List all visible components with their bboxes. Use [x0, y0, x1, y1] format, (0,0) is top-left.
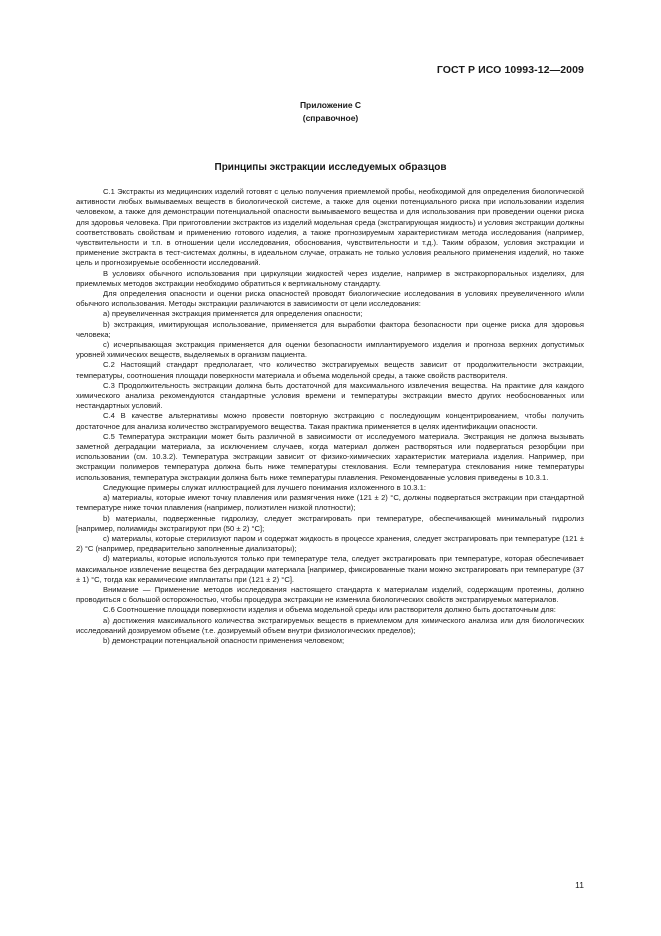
page-number: 11 [575, 880, 584, 890]
list-item: b) экстракция, имитирующая использование, применяется для выработки фактора безопасности при оценке риска для здоровья человека; [76, 319, 584, 339]
list-item: a) материалы, которые имеют точку плавления или размягчения ниже (121 ± 2) °С, должны подвергаться экстракции при стандартной температуре ниже точки плавления (например, полиэтилен низкой плотности); [76, 493, 584, 513]
paragraph: Следующие примеры служат иллюстрацией для лучшего понимания изложенного в 10.3.1: [103, 482, 426, 492]
paragraph-c4: С.4 В качестве альтернативы можно провести повторную экстракцию с последующим концентрированием, чтобы получить достаточное для анализа количество экстрагируемого вещества. Такая практика применяется в целях идентификации опасности. [76, 411, 584, 431]
list-item: c) материалы, которые стерилизуют паром и содержат жидкость в процессе хранения, следует экстрагировать при температуре (121 ± 2) °С (например, предварительно заполненные диализаторы); [76, 533, 584, 554]
paragraph-c5: С.5 Температура экстракции может быть различной в зависимости от исследуемого материала. Экстракция не должна вызывать заметной деградации материала, за исключением случаев, когда материал должен растворяться или подвергаться резорбции при использовании (см. 10.3.2). Температура экстракции зависит от физико-химических характеристик материала изделия. Например, при экстракции полимеров температура должна быть ниже температуры стеклования. Если температура стеклования ниже температуры использования, температура экстракции должна быть ниже температуры плавления. Рекомендованные условия приведены в 10.3.1. [76, 431, 584, 482]
annex-heading [0, 99, 661, 125]
warning-note: Внимание — Применение методов исследования настоящего стандарта к материалам изделий, содержащим протеины, должно проводиться с большой осторожностью, чтобы процедура экстракции не изменила биологических свойств экстрагируемых материалов. [76, 584, 584, 605]
paragraph: Для определения опасности и оценки риска опасностей проводят биологические исследования в условиях преувеличенного и/или обычного использования. Методы экстракции различаются в зависимости от цели исследования: [76, 289, 584, 309]
annex-title: Приложение С [299, 100, 362, 110]
paragraph: В условиях обычного использования при циркуляции жидкостей через изделие, например в экстракорпоральных изделиях, для приемлемых методов экстракции необходимо обратиться к вертикальному стандарту. [76, 268, 584, 288]
list-item: a) достижения максимального количества экстрагируемых веществ в приемлемом для химического анализа или для биологических исследований дозируемом объеме (т.е. дозируемый объем внутри физиологических пределов); [76, 615, 584, 635]
paragraph-c1: С.1 Экстракты из медицинских изделий готовят с целью получения приемлемой пробы, необходимой для определения биологической активности любых вымываемых веществ в биологической системе, а также для оценки потенциального риска при использовании изделия человеком, а также для демонстрации потенциальной опасности вымываемого вещества и для использования при проведении оценки риска для здоровья человека. При приготовлении экстрактов из изделий модельная среда (экстрагирующая жидкость) и условия экстракции должны соответствовать свойствам и применению готового изделия, а также прогнозируемым характеристикам метода исследования (например, чувствительности и т.п. в отношении цели исследования, обоснования, чувствительности и т.д.). Таким образом, условия экстракции и применение экстракта в тест-системах должны, в идеальном случае, отражать не только условия реального применения изделий, но также цель и прогнозируемые особенности исследований. [76, 187, 584, 268]
list-item: b) материалы, подверженные гидролизу, следует экстрагировать при температуре, обеспечивающей минимальный гидролиз [например, полиамиды экстрагируют при (50 ± 2) °С]; [76, 513, 584, 533]
list-item: d) материалы, которые используются только при температуре тела, следует экстрагировать при температуре, которая обеспечивает максимальное извлечение вещества без деградации материала [например, фиксированные ткани можно экстрагировать при температуре (37 ± 1) °С, тогда как керамические имплантаты при (121 ± 2) °С]. [76, 554, 584, 584]
paragraph-c3: С.3 Продолжительность экстракции должна быть достаточной для максимального извлечения вещества. На практике для каждого химического анализа рекомендуются стандартные условия времени и температуры экстракции вместо других необоснованных или нестандартных условий. [76, 380, 584, 411]
list-item: c) исчерпывающая экстракция применяется для оценки безопасности имплантируемого изделия и прогноза верхних допустимых уровней химических веществ, выделяемых в организм пациента. [76, 340, 584, 360]
paragraph-c2: С.2 Настоящий стандарт предполагает, что количество экстрагируемых веществ зависит от продолжительности экстракции, температуры, соотношения площади поверхности материала и объема модельной среды, а также свойств растворителя. [76, 360, 584, 380]
body-text [76, 187, 584, 646]
annex-subtitle: (справочное) [302, 113, 359, 123]
section-title: Принципы экстракции исследуемых образцов [214, 162, 447, 173]
paragraph-c6: С.6 Соотношение площади поверхности изделия и объема модельной среды или растворителя должно быть достаточным для: [103, 605, 556, 615]
list-item: b) демонстрации потенциальной опасности применения человеком; [103, 635, 345, 645]
list-item: a) преувеличенная экстракция применяется для определения опасности; [103, 309, 363, 319]
standard-designation: ГОСТ Р ИСО 10993-12—2009 [436, 64, 584, 76]
